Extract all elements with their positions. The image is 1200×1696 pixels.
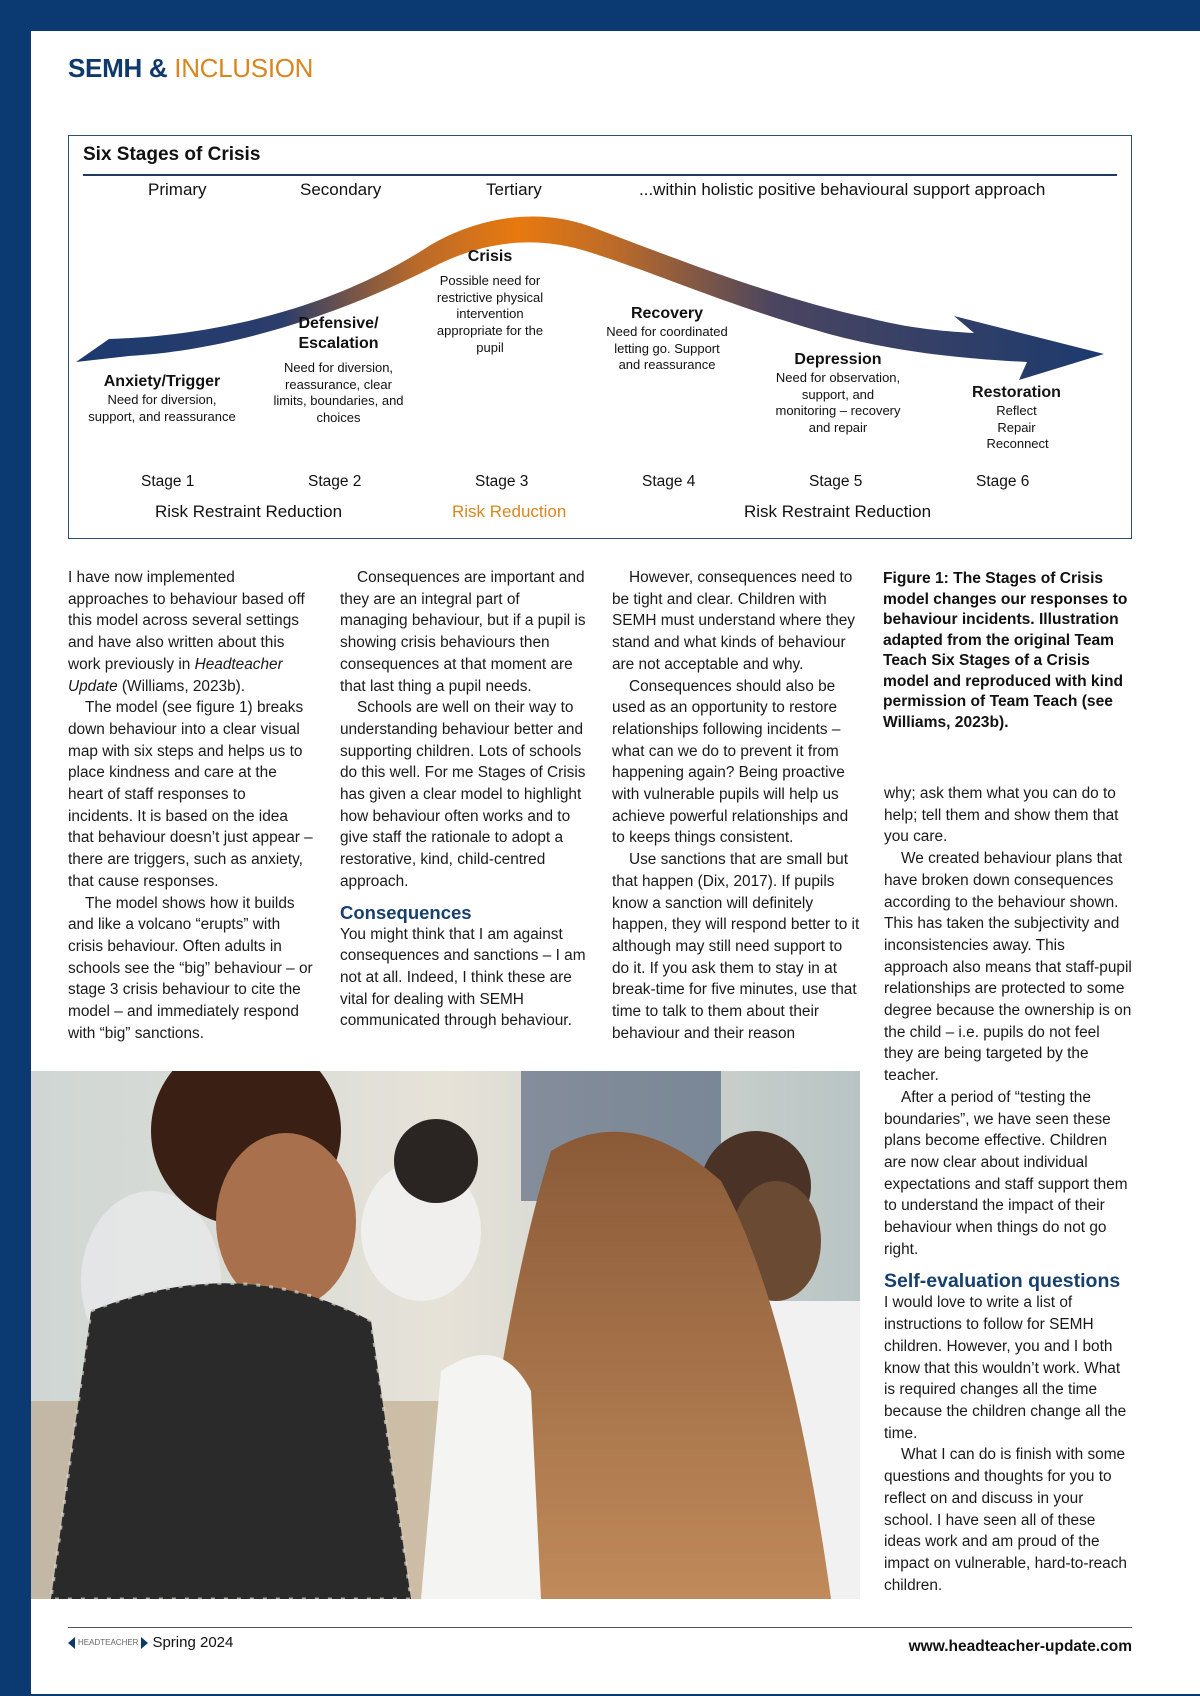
stage-1-block — [87, 372, 237, 425]
risk-label-middle: Risk Reduction — [452, 502, 567, 521]
col1-paragraph-2: The model (see figure 1) breaks down behaviour into a clear visual map with six steps and helps us to place kindness and care at the heart of staff responses to incidents. It is based on the idea that behaviour doesn’t just appear – there are triggers, such as anxiety, that cause responses. — [68, 699, 313, 890]
col1-paragraph-3: The model shows how it builds and like a volcano “erupts” with crisis behaviour. Often adults in schools see the “big” behaviour – or stage 3 crisis behaviour to cite the model – and immediately respond with “big” sanctions. — [68, 894, 313, 1042]
col1-p1-text-a: I have now implemented approaches to behaviour based off this model across several settings and have also written about this work previously in — [68, 569, 305, 673]
figure-caption: Figure 1: The Stages of Crisis model changes our responses to behaviour incidents. Illustration adapted from the original Team Teach Six Stages of a Crisis model and reproduced with kind permission of Team Teach (see Williams, 2023b). — [883, 570, 1128, 731]
stage-6-label: Stage 6 — [976, 473, 1030, 490]
consequences-heading: Consequences — [340, 901, 472, 923]
figure-title: Six Stages of Crisis — [83, 144, 261, 165]
curve-shape — [76, 216, 1104, 380]
stage-3-label: Stage 3 — [475, 473, 529, 490]
stage-6-name: Restoration — [972, 384, 1061, 401]
stage-5-block — [773, 350, 903, 437]
logo-arrow-right-icon — [141, 1637, 148, 1649]
logo-text: HEADTEACHER — [78, 1638, 139, 1647]
stage-4-block — [602, 304, 732, 374]
issue-label: Spring 2024 — [152, 1634, 234, 1651]
col4-paragraph-5: What I can do is finish with some questions and thoughts for you to reflect on and discuss in your school. I have seen all of these ideas work and am proud of the impact on vulnerable, hard-to-reach children. — [884, 1446, 1127, 1594]
stage-6-block — [964, 383, 1069, 453]
page — [31, 31, 1200, 1694]
stage-6-desc: Reflect Repair Reconnect — [986, 403, 1049, 452]
footer-left — [68, 1634, 233, 1651]
level-tertiary: Tertiary — [486, 180, 542, 199]
section-title — [68, 53, 313, 84]
stages-of-crisis-figure — [68, 135, 1132, 539]
column-4 — [884, 783, 1132, 1596]
col2-paragraph-2: Schools are well on their way to understanding behaviour better and supporting children. Lots of schools do this well. For me Stages of Crisis has given a clear model to highlight how behaviour often works and to give staff the rationale to adopt a restorative, kind, child-centred approach. — [340, 699, 586, 890]
section-title-inclusion: INCLUSION — [174, 53, 314, 83]
stage-3-block — [435, 247, 545, 356]
col2-paragraph-3: You might think that I am against consequences and sanctions – I am not at all. Indeed, I think these are vital for dealing with SEMH communicated through behaviour. — [340, 925, 586, 1030]
stage-2-label: Stage 2 — [308, 473, 362, 490]
section-title-semh: SEMH & — [68, 53, 168, 83]
col1-p1-italic-title: Headteacher Update — [68, 655, 283, 695]
level-holistic-note: ...within holistic positive behavioural support approach — [639, 180, 1046, 199]
stage-4-desc: Need for coordinated letting go. Support and reassurance — [606, 324, 728, 373]
level-secondary: Secondary — [300, 180, 382, 199]
column-3 — [612, 567, 861, 1044]
stage-3-name: Crisis — [467, 248, 513, 265]
stage-4-label: Stage 4 — [642, 473, 696, 490]
headteacher-logo — [68, 1637, 148, 1649]
risk-label-right: Risk Restraint Reduction — [744, 502, 932, 521]
stage-2-block — [272, 314, 405, 427]
col1-p1-text-b: (Williams, 2023b). — [117, 677, 246, 695]
classroom-photo — [31, 1071, 860, 1599]
stage-1-label: Stage 1 — [141, 473, 195, 490]
footer-rule — [68, 1627, 1132, 1628]
stage-2-desc: Need for diversion, reassurance, clear limits, boundaries, and choices — [273, 360, 404, 425]
column-2 — [340, 567, 587, 1032]
stage-2-name: Defensive/ Escalation — [298, 315, 379, 352]
stage-3-desc: Possible need for restrictive physical intervention appropriate for the pupil — [436, 273, 544, 355]
column-1 — [68, 567, 313, 1044]
col4-paragraph-3: After a period of “testing the boundaries”, we have seen these plans become effective. Children are now clear about individual expectations and staff support them to understand the impact of their behaviour when things do not go right. — [884, 1088, 1128, 1258]
col3-paragraph-2: Consequences should also be used as an opportunity to restore relationships following incidents – what can we do to prevent it from happening again? Being proactive with vulnerable pupils will help us achieve powerful relationships and to keeps things consistent. — [612, 677, 849, 847]
col4-paragraph-4: I would love to write a list of instructions to follow for SEMH children. However, you and I both know that this wouldn’t work. What is required changes all the time because the children change all the time. — [884, 1294, 1127, 1442]
crisis-curve-arrow — [69, 136, 1133, 540]
classroom-photo-illustration — [31, 1071, 860, 1599]
stage-1-name: Anxiety/Trigger — [103, 373, 221, 390]
logo-arrow-left-icon — [68, 1637, 75, 1649]
stage-5-name: Depression — [794, 351, 882, 368]
stage-4-name: Recovery — [630, 305, 704, 322]
col4-paragraph-2: We created behaviour plans that have broken down consequences according to the behaviour shown. This has taken the subjectivity and inconsistencies away. This approach also means that staff-pupil relationships are protected to some degree because the ownership is on the child – i.e. pupils do not feel they are being targeted by the teacher. — [884, 850, 1132, 1085]
col3-paragraph-1: However, consequences need to be tight and clear. Children with SEMH must understand where they stand and what kinds of behaviour are not acceptable and why. — [612, 569, 855, 673]
level-primary: Primary — [148, 180, 207, 199]
stage-5-label: Stage 5 — [809, 473, 863, 490]
stage-1-desc: Need for diversion, support, and reassurance — [88, 392, 236, 424]
risk-label-left: Risk Restraint Reduction — [155, 502, 343, 521]
website-url[interactable]: www.headteacher-update.com — [908, 1638, 1132, 1655]
col2-paragraph-1: Consequences are important and they are an integral part of managing behaviour, but if a pupil is showing crisis behaviours then consequences at that moment are that last thing a pupil needs. — [340, 569, 586, 695]
self-evaluation-heading: Self-evaluation questions — [884, 1270, 1121, 1293]
col1-paragraph-1 — [68, 567, 313, 697]
col3-paragraph-3: Use sanctions that are small but that happen (Dix, 2017). If pupils know a sanction will definitely happen, they will respond better to it although may still need support to do it. If you ask them to stay in at break-time for five minutes, use that time to talk to them about their behaviour and their reason — [612, 851, 860, 1042]
stage-5-desc: Need for observation, support, and monitoring – recovery and repair — [775, 370, 901, 435]
col4-paragraph-1: why; ask them what you can do to help; tell them and show them that you care. — [884, 785, 1119, 846]
